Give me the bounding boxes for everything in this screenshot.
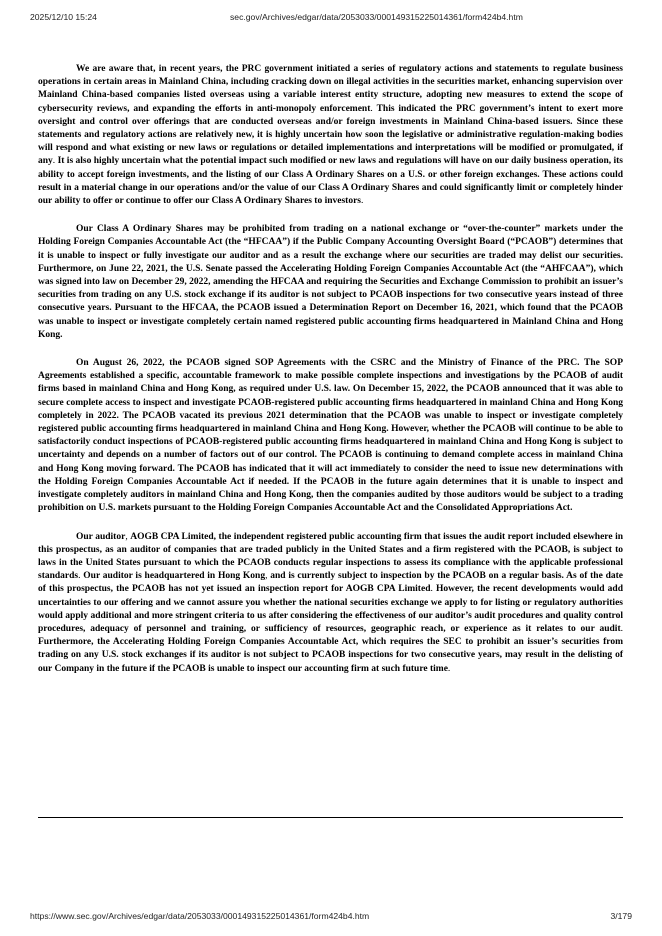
document-body bbox=[38, 63, 623, 691]
paragraph-sop-agreements: On August 26, 2022, the PCAOB signed SOP Agreements with the CSRC and the Ministry of Finance of the PRC. The SOP Agreements established a specific, accountable framework to make possible complete inspections and investigations by the PCAOB of audit firms based in mainland China and Hong Kong, as required under U.S. law. On December 15, 2022, the PCAOB announced that it was able to secure complete access to inspect and investigate PCAOB-registered public accounting firms headquartered in mainland China and Hong Kong completely in 2022. The PCAOB vacated its previous 2021 determination that the PCAOB was unable to inspect or investigate completely registered public accounting firms headquartered in mainland China and Hong Kong. However, whether the PCAOB will continue to be able to satisfactorily conduct inspections of PCAOB-registered public accounting firms headquartered in mainland China and Hong Kong is subject to uncertainty and depends on a number of factors out of our control. The PCAOB is continuing to demand complete access in mainland China and Hong Kong moving forward. The PCAOB has indicated that it will act immediately to consider the need to issue new determinations with the Holding Foreign Companies Accountable Act if needed. If the PCAOB in the future again determines that it is unable to inspect and investigate completely auditors in mainland China and Hong Kong, then the companies audited by those auditors would be subject to a trading prohibition on U.S. markets pursuant to the Holding Foreign Companies Accountable Act and the Consolidated Appropriations Act. bbox=[38, 358, 623, 514]
paragraph-auditor: Our auditor, AOGB CPA Limited, the independent registered public accounting firm that issues the audit report included elsewhere in this prospectus, as an auditor of companies that are traded publicly in the United States and a firm registered with the PCAOB, is subject to laws in the United States pursuant to which the PCAOB conducts regular inspections to assess its compliance with the applicable professional standards. Our auditor is headquartered in Hong Kong, and is currently subject to inspection by the PCAOB on a regular basis. As of the date of this prospectus, the PCAOB has not yet issued an inspection report for AOGB CPA Limited. However, the recent developments would add uncertainties to our offering and we cannot assure you whether the national securities exchange we apply to for listing or regulatory authorities would apply additional and more stringent criteria to us after considering the effectiveness of our auditor’s audit procedures and quality control procedures, adequacy of personnel and training, or sufficiency of resources, geographic reach, or experience as it relates to our audit. Furthermore, the Accelerating Holding Foreign Companies Accountable Act, which requires the SEC to prohibit an issuer’s securities from trading on any U.S. stock exchanges if its auditor is not subject to PCAOB inspections for two consecutive years, may result in the delisting of our Company in the future if the PCAOB is unable to inspect our accounting firm at such future time. bbox=[38, 531, 624, 674]
print-datetime: 2025/12/10 15:24 bbox=[30, 12, 97, 22]
section-divider bbox=[38, 817, 623, 818]
paragraph-regulatory-actions: We are aware that, in recent years, the PRC government initiated a series of regulatory actions and statements to regulate business operations in certain areas in Mainland China, including cracking down on illegal activities in the securities market, enhancing supervision over Mainland China-based companies listed overseas using a variable interest entity structure, adopting new measures to extend the scope of cybersecurity reviews, and expanding the efforts in anti-monopoly enforcement. This indicated the PRC government’s intent to exert more oversight and control over offerings that are conducted overseas and/or foreign investments in Mainland China-based issuers. Since these statements and regulatory actions are relatively new, it is highly uncertain how soon the legislative or administrative regulation-making bodies will respond and what existing or new laws or regulations or detailed implementations and interpretations will be modified or promulgated, if any. It is also highly uncertain what the potential impact such modified or new laws and regulations will have on our daily business operation, its ability to accept foreign investments, and the listing of our Class A Ordinary Shares on a U.S. or other foreign exchanges. These actions could result in a material change in our operations and/or the value of our Class A Ordinary Shares and could significantly limit or completely hinder our ability to offer or continue to offer our Class A Ordinary Shares to investors. bbox=[38, 64, 624, 207]
page-number: 3/179 bbox=[610, 911, 632, 921]
print-url: https://www.sec.gov/Archives/edgar/data/2053033/000149315225014361/form424b4.htm bbox=[30, 911, 370, 921]
print-page-title: sec.gov/Archives/edgar/data/2053033/000149315225014361/form424b4.htm bbox=[230, 12, 523, 22]
paragraph-hfcaa: Our Class A Ordinary Shares may be prohibited from trading on a national exchange or “over-the-counter” markets under the Holding Foreign Companies Accountable Act (the “HFCAA”) if the Public Company Accounting Oversight Board (“PCAOB”) determines that it is unable to inspect or fully investigate our auditor and as a result the exchange where our securities are traded may delist our securities. Furthermore, on June 22, 2021, the U.S. Senate passed the Accelerating Holding Foreign Companies Accountable Act (the “AHFCAA”), which was signed into law on December 29, 2022, amending the HFCAA and requiring the Securities and Exchange Commission to prohibit an issuer’s securities from trading on any U.S. stock exchange if its auditor is not subject to PCAOB inspections for two consecutive years instead of three consecutive years. Pursuant to the HFCAA, the PCAOB issued a Determination Report on December 16, 2021, which found that the PCAOB was unable to inspect or investigate completely certain named registered public accounting firms headquartered in Mainland China and Hong Kong. bbox=[38, 224, 623, 340]
